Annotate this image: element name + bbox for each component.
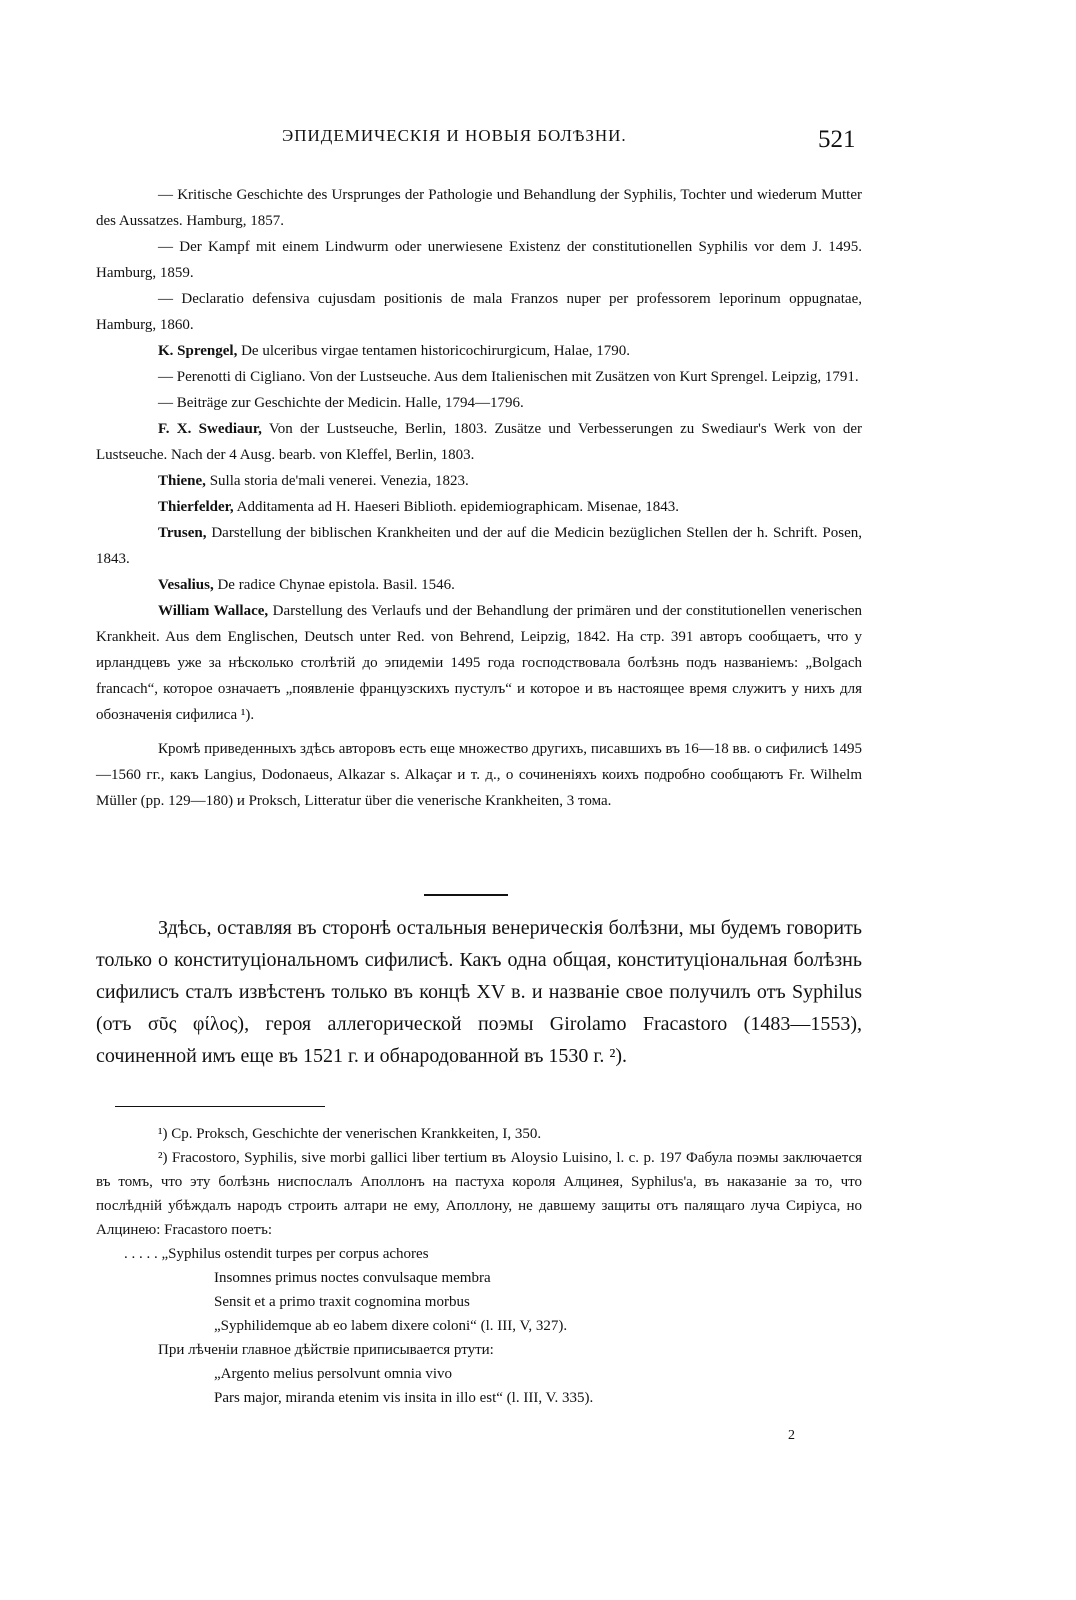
bibliography-entry: Thiene, Sulla storia de'mali venerei. Venezia, 1823. (158, 473, 469, 489)
bibliography-entry: Trusen, Darstellung der biblischen Krankheiten und der auf die Medicin bezüglichen Stellen der h. Schrift. Posen, 1843. (96, 525, 862, 567)
verse-line: Sensit et a primo traxit cognomina morbus (214, 1294, 470, 1310)
closing-note: Кромѣ приведенныхъ здѣсь авторовъ есть еще множество другихъ, писавшихъ въ 16—18 вв. о сифилисѣ 1495—1560 гг., какъ Langius, Dodonaeus, Alkazar s. Alkaçar и т. д., о сочиненіяхъ коихъ подробно сообщаютъ Fr. Wilhelm Müller (pp. 129—180) и Proksch, Litteratur über die venerische Krankheiten, 3 тома. (96, 741, 862, 809)
running-header-title: ЭПИДЕМИЧЕСКІЯ И НОВЫЯ БОЛѢЗНИ. (282, 126, 627, 145)
bibliography-entry: Thierfelder, Additamenta ad H. Haeseri Biblioth. epidemiographicam. Misenae, 1843. (158, 499, 679, 515)
main-text (96, 912, 862, 1072)
footnotes (96, 1122, 862, 1410)
bibliography-entry: — Beiträge zur Geschichte der Medicin. Halle, 1794—1796. (158, 395, 524, 411)
main-paragraph: Здѣсь, оставляя въ сторонѣ остальныя венерическія болѣзни, мы будемъ говорить только о конституціональномъ сифилисѣ. Какъ одна общая, конституціональная болѣзнь сифилисъ сталъ извѣстенъ только въ концѣ XV в. и названіе свое получилъ отъ Syphilus (отъ σῦς φίλος), героя аллегорической поэмы Girolamo Fracastoro (1483—1553), сочиненной имъ еще въ 1521 г. и обнародованной въ 1530 г. ²). (96, 917, 862, 1067)
bibliography-entry: Vesalius, De radice Chynae epistola. Basil. 1546. (158, 577, 455, 593)
section-divider (424, 894, 508, 896)
page-number: 521 (818, 126, 856, 153)
bibliography-list (96, 182, 862, 814)
bibliography-entry: — Der Kampf mit einem Lindwurm oder unerwiesene Existenz der constitutionellen Syphilis vor dem J. 1495. Hamburg, 1859. (96, 239, 862, 281)
mercury-intro: При лѣченіи главное дѣйствіе приписывается ртути: (158, 1342, 494, 1358)
bibliography-entry: — Perenotti di Cigliano. Von der Lustseuche. Aus dem Italienischen mit Zusätzen von Kurt Sprengel. Leipzig, 1791. (158, 369, 859, 385)
verse-line: Insomnes primus noctes convulsaque membra (214, 1270, 491, 1286)
signature-mark: 2 (788, 1428, 795, 1443)
bibliography-entry: F. X. Swediaur, Von der Lustseuche, Berlin, 1803. Zusätze und Verbesserungen zu Swediaur's Werk von der Lustseuche. Nach der 4 Ausg. bearb. von Kleffel, Berlin, 1803. (96, 421, 862, 463)
footnote-rule (115, 1106, 325, 1107)
bibliography-entry: William Wallace, Darstellung des Verlaufs und der Behandlung der primären und der constitutionellen venerischen Krankheit. Aus dem Englischen, Deutsch unter Red. von Behrend, Leipzig, 1842. На стр. 391 авторъ сообщаетъ, что у ирландцевъ уже за нѣсколько столѣтій до эпидеміи 1495 года господствовала болѣзнь подъ названіемъ: „Bolgach francach“, которое означаетъ „появленіе французскихъ пустулъ“ и которое и въ настоящее время служитъ у нихъ для обозначенія сифилиса ¹). (96, 603, 862, 723)
verse-line: Pars major, miranda etenim vis insita in illo est“ (l. III, V. 335). (214, 1390, 594, 1406)
bibliography-entry: — Declaratio defensiva cujusdam positionis de mala Franzos nuper per professorem leporinum oppugnatae, Hamburg, 1860. (96, 291, 862, 333)
bibliography-entry: K. Sprengel, De ulceribus virgae tentamen historicochirurgicum, Halae, 1790. (158, 343, 630, 359)
footnote-2: ²) Fracostoro, Syphilis, sive morbi gallici liber tertium въ Aloysio Luisino, l. c. p. 197 Фабула поэмы заключается въ томъ, что эту болѣзнь ниспослалъ Аполлонъ на пастуха короля Алцинея, Syphilus'а, въ наказаніе за то, что послѣдній убѣждалъ народъ строить алтари не ему, Аполлону, не давшему защиты отъ палящаго луча Сиріуса, но Алцинею: Fracastoro поетъ: (96, 1150, 862, 1238)
verse-line: „Argento melius persolvunt omnia vivo (214, 1366, 453, 1382)
footnote-1: ¹) Cp. Proksch, Geschichte der venerischen Krankkeiten, I, 350. (158, 1126, 542, 1142)
verse-line: „Syphilidemque ab eo labem dixere coloni“ (l. III, V, 327). (214, 1318, 568, 1334)
verse-line: . . . . . „Syphilus ostendit turpes per corpus achores (124, 1246, 429, 1262)
bibliography-entry: — Kritische Geschichte des Ursprunges der Pathologie und Behandlung der Syphilis, Tochter und wiederum Mutter des Aussatzes. Hamburg, 1857. (96, 187, 862, 229)
